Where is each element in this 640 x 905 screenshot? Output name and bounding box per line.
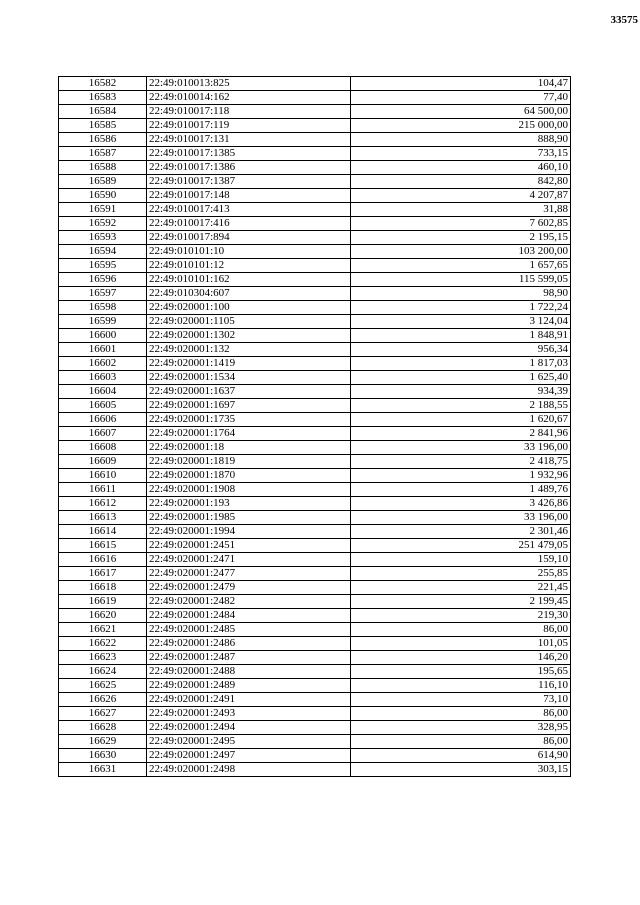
table-row <box>59 665 571 679</box>
row-number-cell: 16604 <box>59 385 147 399</box>
row-number-cell: 16627 <box>59 707 147 721</box>
value-cell: 2 301,46 <box>351 525 571 539</box>
cadastral-number-cell: 22:49:010101:162 <box>147 273 351 287</box>
row-number-cell: 16630 <box>59 749 147 763</box>
cadastral-number-cell: 22:49:020001:2491 <box>147 693 351 707</box>
cadastral-number-cell: 22:49:010017:119 <box>147 119 351 133</box>
cadastral-number-cell: 22:49:010017:1386 <box>147 161 351 175</box>
cadastral-number-cell: 22:49:010014:162 <box>147 91 351 105</box>
page-number: 33575 <box>610 14 638 26</box>
table-row <box>59 427 571 441</box>
table-row <box>59 161 571 175</box>
row-number-cell: 16618 <box>59 581 147 595</box>
row-number-cell: 16590 <box>59 189 147 203</box>
table-row <box>59 763 571 777</box>
row-number-cell: 16583 <box>59 91 147 105</box>
cadastral-number-cell: 22:49:020001:1637 <box>147 385 351 399</box>
value-cell: 116,10 <box>351 679 571 693</box>
cadastral-number-cell: 22:49:020001:193 <box>147 497 351 511</box>
cadastral-number-cell: 22:49:020001:2498 <box>147 763 351 777</box>
value-cell: 251 479,05 <box>351 539 571 553</box>
row-number-cell: 16584 <box>59 105 147 119</box>
value-cell: 2 195,15 <box>351 231 571 245</box>
table-row <box>59 721 571 735</box>
table-row <box>59 301 571 315</box>
value-cell: 3 426,86 <box>351 497 571 511</box>
table-row <box>59 539 571 553</box>
table-row <box>59 735 571 749</box>
table-row <box>59 245 571 259</box>
cadastral-number-cell: 22:49:010304:607 <box>147 287 351 301</box>
value-cell: 73,10 <box>351 693 571 707</box>
cadastral-number-cell: 22:49:020001:2471 <box>147 553 351 567</box>
value-cell: 1 722,24 <box>351 301 571 315</box>
value-cell: 2 188,55 <box>351 399 571 413</box>
row-number-cell: 16621 <box>59 623 147 637</box>
table-row <box>59 637 571 651</box>
table-row <box>59 679 571 693</box>
row-number-cell: 16607 <box>59 427 147 441</box>
cadastral-number-cell: 22:49:020001:1994 <box>147 525 351 539</box>
table-row <box>59 595 571 609</box>
table-row <box>59 119 571 133</box>
value-cell: 64 500,00 <box>351 105 571 119</box>
value-cell: 2 841,96 <box>351 427 571 441</box>
value-cell: 255,85 <box>351 567 571 581</box>
table-row <box>59 287 571 301</box>
table-body <box>59 77 571 777</box>
cadastral-number-cell: 22:49:010101:12 <box>147 259 351 273</box>
row-number-cell: 16602 <box>59 357 147 371</box>
row-number-cell: 16622 <box>59 637 147 651</box>
value-cell: 328,95 <box>351 721 571 735</box>
table-row <box>59 497 571 511</box>
row-number-cell: 16616 <box>59 553 147 567</box>
row-number-cell: 16612 <box>59 497 147 511</box>
row-number-cell: 16594 <box>59 245 147 259</box>
table-row <box>59 259 571 273</box>
table-row <box>59 231 571 245</box>
value-cell: 33 196,00 <box>351 441 571 455</box>
value-cell: 86,00 <box>351 735 571 749</box>
value-cell: 86,00 <box>351 623 571 637</box>
table-row <box>59 217 571 231</box>
cadastral-number-cell: 22:49:010017:118 <box>147 105 351 119</box>
value-cell: 888,90 <box>351 133 571 147</box>
cadastral-number-cell: 22:49:020001:1534 <box>147 371 351 385</box>
value-cell: 146,20 <box>351 651 571 665</box>
cadastral-number-cell: 22:49:010017:148 <box>147 189 351 203</box>
row-number-cell: 16593 <box>59 231 147 245</box>
table-row <box>59 693 571 707</box>
table-row <box>59 203 571 217</box>
row-number-cell: 16587 <box>59 147 147 161</box>
value-cell: 2 418,75 <box>351 455 571 469</box>
row-number-cell: 16606 <box>59 413 147 427</box>
cadastral-number-cell: 22:49:010017:1387 <box>147 175 351 189</box>
table-row <box>59 553 571 567</box>
table-row <box>59 441 571 455</box>
row-number-cell: 16592 <box>59 217 147 231</box>
row-number-cell: 16598 <box>59 301 147 315</box>
row-number-cell: 16586 <box>59 133 147 147</box>
value-cell: 1 620,67 <box>351 413 571 427</box>
cadastral-number-cell: 22:49:010017:131 <box>147 133 351 147</box>
value-cell: 159,10 <box>351 553 571 567</box>
cadastral-number-cell: 22:49:020001:1419 <box>147 357 351 371</box>
row-number-cell: 16629 <box>59 735 147 749</box>
cadastral-number-cell: 22:49:010017:894 <box>147 231 351 245</box>
table-row <box>59 133 571 147</box>
value-cell: 934,39 <box>351 385 571 399</box>
value-cell: 33 196,00 <box>351 511 571 525</box>
table-row <box>59 399 571 413</box>
value-cell: 98,90 <box>351 287 571 301</box>
cadastral-number-cell: 22:49:020001:132 <box>147 343 351 357</box>
cadastral-number-cell: 22:49:020001:1302 <box>147 329 351 343</box>
row-number-cell: 16589 <box>59 175 147 189</box>
row-number-cell: 16619 <box>59 595 147 609</box>
value-cell: 4 207,87 <box>351 189 571 203</box>
row-number-cell: 16596 <box>59 273 147 287</box>
table-row <box>59 581 571 595</box>
cadastral-number-cell: 22:49:020001:2485 <box>147 623 351 637</box>
cadastral-number-cell: 22:49:020001:1870 <box>147 469 351 483</box>
value-cell: 77,40 <box>351 91 571 105</box>
table-row <box>59 567 571 581</box>
value-cell: 733,15 <box>351 147 571 161</box>
row-number-cell: 16599 <box>59 315 147 329</box>
table-row <box>59 343 571 357</box>
cadastral-number-cell: 22:49:010101:10 <box>147 245 351 259</box>
cadastral-number-cell: 22:49:020001:2489 <box>147 679 351 693</box>
row-number-cell: 16588 <box>59 161 147 175</box>
value-cell: 1 489,76 <box>351 483 571 497</box>
cadastral-number-cell: 22:49:020001:1697 <box>147 399 351 413</box>
cadastral-number-cell: 22:49:020001:2484 <box>147 609 351 623</box>
cadastral-number-cell: 22:49:020001:2495 <box>147 735 351 749</box>
table-row <box>59 623 571 637</box>
cadastral-number-cell: 22:49:020001:2486 <box>147 637 351 651</box>
cadastral-number-cell: 22:49:020001:1908 <box>147 483 351 497</box>
table-row <box>59 469 571 483</box>
table-row <box>59 525 571 539</box>
row-number-cell: 16585 <box>59 119 147 133</box>
table-row <box>59 511 571 525</box>
value-cell: 2 199,45 <box>351 595 571 609</box>
cadastral-number-cell: 22:49:020001:2487 <box>147 651 351 665</box>
cadastral-number-cell: 22:49:020001:1735 <box>147 413 351 427</box>
row-number-cell: 16623 <box>59 651 147 665</box>
value-cell: 215 000,00 <box>351 119 571 133</box>
row-number-cell: 16600 <box>59 329 147 343</box>
cadastral-number-cell: 22:49:020001:1764 <box>147 427 351 441</box>
row-number-cell: 16620 <box>59 609 147 623</box>
table-row <box>59 175 571 189</box>
value-cell: 3 124,04 <box>351 315 571 329</box>
cadastral-number-cell: 22:49:020001:1105 <box>147 315 351 329</box>
row-number-cell: 16628 <box>59 721 147 735</box>
value-cell: 303,15 <box>351 763 571 777</box>
table-row <box>59 105 571 119</box>
table-row <box>59 273 571 287</box>
cadastral-number-cell: 22:49:020001:18 <box>147 441 351 455</box>
cadastral-number-cell: 22:49:010017:1385 <box>147 147 351 161</box>
row-number-cell: 16582 <box>59 77 147 91</box>
value-cell: 460,10 <box>351 161 571 175</box>
row-number-cell: 16608 <box>59 441 147 455</box>
row-number-cell: 16626 <box>59 693 147 707</box>
table-row <box>59 651 571 665</box>
value-cell: 221,45 <box>351 581 571 595</box>
registry-table <box>58 76 571 777</box>
table-row <box>59 329 571 343</box>
table-row <box>59 483 571 497</box>
value-cell: 1 817,03 <box>351 357 571 371</box>
value-cell: 103 200,00 <box>351 245 571 259</box>
table-row <box>59 91 571 105</box>
value-cell: 956,34 <box>351 343 571 357</box>
table-row <box>59 707 571 721</box>
cadastral-number-cell: 22:49:020001:2488 <box>147 665 351 679</box>
table-row <box>59 189 571 203</box>
row-number-cell: 16614 <box>59 525 147 539</box>
value-cell: 1 932,96 <box>351 469 571 483</box>
table-row <box>59 315 571 329</box>
table-row <box>59 371 571 385</box>
value-cell: 614,90 <box>351 749 571 763</box>
table-row <box>59 77 571 91</box>
cadastral-number-cell: 22:49:010017:416 <box>147 217 351 231</box>
row-number-cell: 16624 <box>59 665 147 679</box>
row-number-cell: 16605 <box>59 399 147 413</box>
row-number-cell: 16591 <box>59 203 147 217</box>
value-cell: 219,30 <box>351 609 571 623</box>
value-cell: 115 599,05 <box>351 273 571 287</box>
cadastral-number-cell: 22:49:010013:825 <box>147 77 351 91</box>
value-cell: 1 657,65 <box>351 259 571 273</box>
value-cell: 7 602,85 <box>351 217 571 231</box>
table-row <box>59 455 571 469</box>
table-row <box>59 357 571 371</box>
value-cell: 842,80 <box>351 175 571 189</box>
table-row <box>59 413 571 427</box>
cadastral-number-cell: 22:49:020001:2479 <box>147 581 351 595</box>
row-number-cell: 16613 <box>59 511 147 525</box>
cadastral-number-cell: 22:49:010017:413 <box>147 203 351 217</box>
row-number-cell: 16615 <box>59 539 147 553</box>
table-row <box>59 147 571 161</box>
value-cell: 31,88 <box>351 203 571 217</box>
value-cell: 104,47 <box>351 77 571 91</box>
table-row <box>59 385 571 399</box>
row-number-cell: 16603 <box>59 371 147 385</box>
value-cell: 195,65 <box>351 665 571 679</box>
value-cell: 101,05 <box>351 637 571 651</box>
row-number-cell: 16609 <box>59 455 147 469</box>
value-cell: 86,00 <box>351 707 571 721</box>
cadastral-number-cell: 22:49:020001:2477 <box>147 567 351 581</box>
cadastral-number-cell: 22:49:020001:2497 <box>147 749 351 763</box>
cadastral-number-cell: 22:49:020001:100 <box>147 301 351 315</box>
row-number-cell: 16611 <box>59 483 147 497</box>
row-number-cell: 16595 <box>59 259 147 273</box>
cadastral-number-cell: 22:49:020001:2482 <box>147 595 351 609</box>
value-cell: 1 625,40 <box>351 371 571 385</box>
row-number-cell: 16610 <box>59 469 147 483</box>
row-number-cell: 16625 <box>59 679 147 693</box>
table-row <box>59 609 571 623</box>
row-number-cell: 16597 <box>59 287 147 301</box>
row-number-cell: 16617 <box>59 567 147 581</box>
cadastral-number-cell: 22:49:020001:1985 <box>147 511 351 525</box>
value-cell: 1 848,91 <box>351 329 571 343</box>
table-row <box>59 749 571 763</box>
cadastral-number-cell: 22:49:020001:1819 <box>147 455 351 469</box>
row-number-cell: 16601 <box>59 343 147 357</box>
cadastral-number-cell: 22:49:020001:2494 <box>147 721 351 735</box>
row-number-cell: 16631 <box>59 763 147 777</box>
cadastral-number-cell: 22:49:020001:2493 <box>147 707 351 721</box>
cadastral-number-cell: 22:49:020001:2451 <box>147 539 351 553</box>
